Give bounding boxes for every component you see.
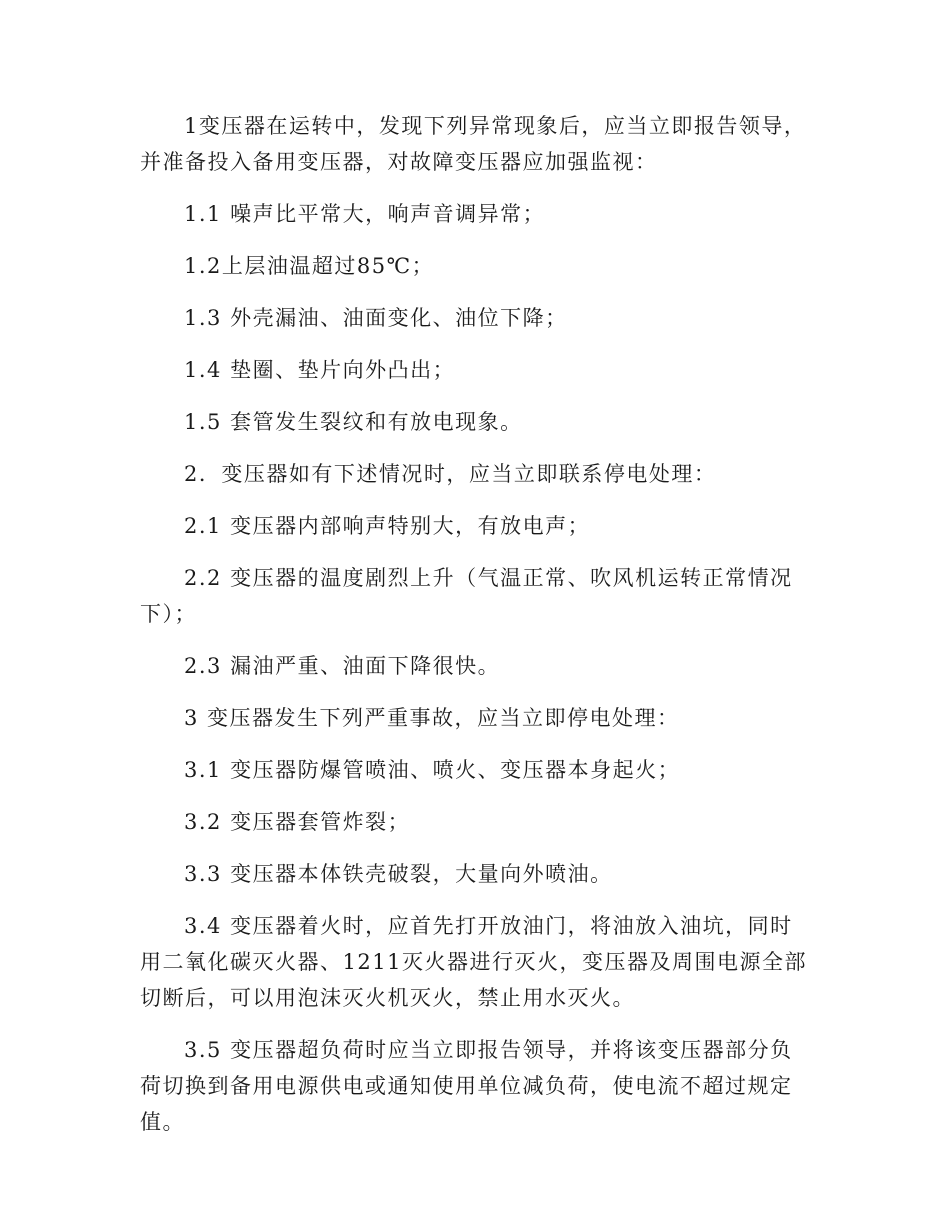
paragraph-3: 3 变压器发生下列严重事故，应当立即停电处理： xyxy=(184,706,680,730)
paragraph-2-1: 2.1 变压器内部响声特别大，有放电声； xyxy=(184,514,591,538)
paragraph-3-5: 3.5 变压器超负荷时应当立即报告领导，并将该变压器部分负荷切换到备用电源供电或通知使用单位减负荷，使电流不超过规定值。 xyxy=(140,1038,793,1134)
paragraph-3-2: 3.2 变压器套管炸裂； xyxy=(184,810,411,834)
paragraph-1-1: 1.1 噪声比平常大，响声音调异常； xyxy=(184,202,546,226)
paragraph-2: 2．变压器如有下述情况时，应当立即联系停电处理： xyxy=(184,462,717,486)
paragraph-3-4: 3.4 变压器着火时，应首先打开放油门，将油放入油坑，同时用二氧化碳灭火器、1211灭火器进行灭火，变压器及周围电源全部切断后，可以用泡沫灭火机灭火，禁止用水灭火。 xyxy=(140,914,807,1010)
paragraph-3-1: 3.1 变压器防爆管喷油、喷火、变压器本身起火； xyxy=(184,758,681,782)
paragraph-1-3: 1.3 外壳漏油、油面变化、油位下降； xyxy=(184,306,568,330)
document-body xyxy=(140,108,810,1156)
paragraph-2-2: 2.2 变压器的温度剧烈上升（气温正常、吹风机运转正常情况下）； xyxy=(140,566,793,626)
paragraph-1-4: 1.4 垫圈、垫片向外凸出； xyxy=(184,358,456,382)
paragraph-1-5: 1.5 套管发生裂纹和有放电现象。 xyxy=(184,410,523,434)
paragraph-1-2: 1.2上层油温超过85℃； xyxy=(184,254,435,278)
paragraph-2-3: 2.3 漏油严重、油面下降很快。 xyxy=(184,654,501,678)
paragraph-3-3: 3.3 变压器本体铁壳破裂，大量向外喷油。 xyxy=(184,862,613,886)
paragraph-1: 1变压器在运转中，发现下列异常现象后，应当立即报告领导，并准备投入备用变压器，对故障变压器应加强监视： xyxy=(140,114,807,174)
